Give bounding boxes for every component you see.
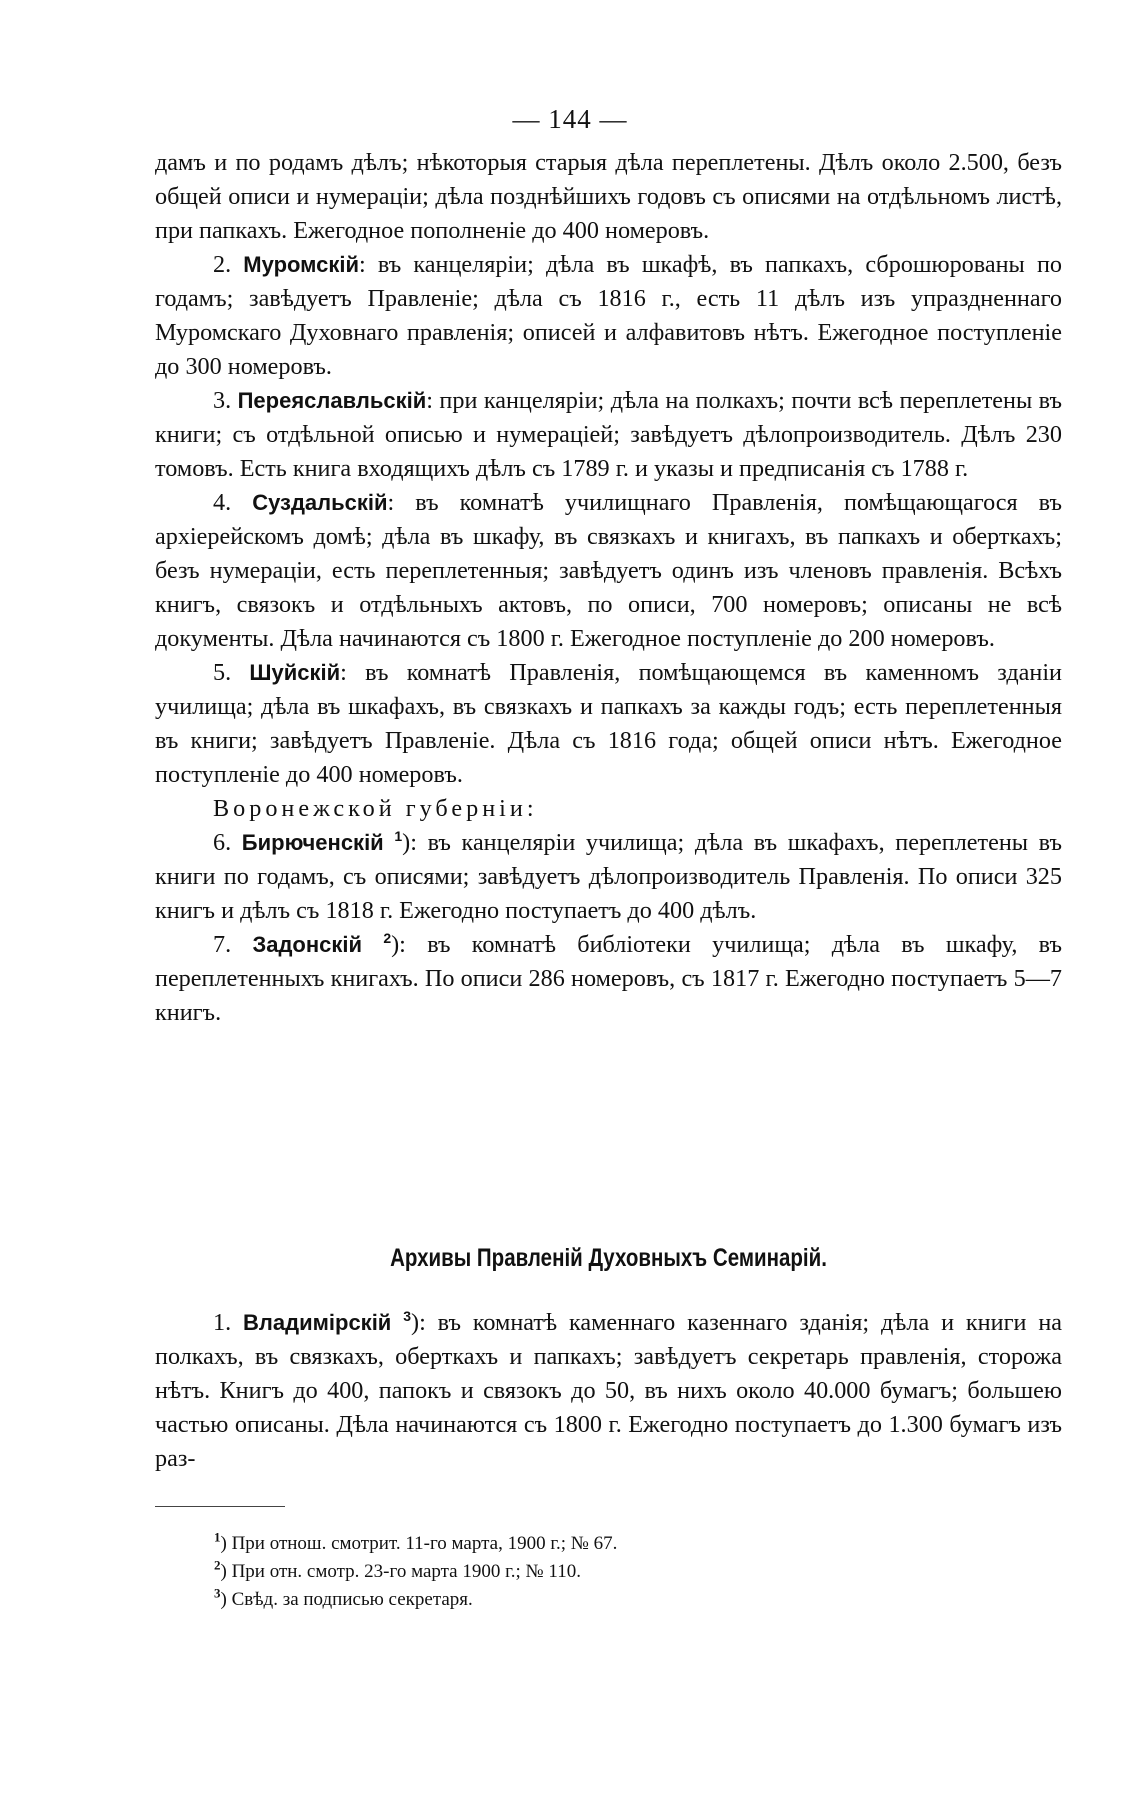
gubernia-heading: Воронежской губерніи: <box>213 795 538 822</box>
footnote: $^1$) При отнош. смотрит. 11-го марта, 1900 г.; № 67. <box>214 1529 618 1554</box>
body-text-bottom <box>155 1306 1062 1476</box>
footnote: $^2$) При отн. смотр. 23-го марта 1900 г.; № 110. <box>214 1557 581 1582</box>
entry-paragraph: 2. Муромскій: въ канцеляріи; дѣла въ шкафѣ, въ папкахъ, сброшюрованы по годамъ; завѣдуетъ Правленіе; дѣла съ 1816 г., есть 11 дѣлъ изъ упраздненнаго Муромскаго Духовнаго правленія; описей и алфавитовъ нѣтъ. Ежегодное поступленіе до 300 номеровъ. <box>155 251 1062 380</box>
entry-name: Бирюченскій <box>241 830 384 855</box>
footnotes <box>214 1530 617 1614</box>
entry-paragraph: 6. Бирюченскій $^1$): въ канцеляріи училища; дѣла въ шкафахъ, переплетены въ книги по годамъ, съ описями; завѣдуетъ дѣлопроизводитель Правленія. По описи 325 книгъ и дѣлъ съ 1818 г. Ежегодно поступаетъ до 400 дѣлъ. <box>155 827 1062 924</box>
footnote-ref: 3 <box>403 1307 412 1324</box>
footnote-ref: 1 <box>394 827 403 844</box>
entry-name: Муромскій <box>243 252 360 277</box>
entry-name: Шуйскій <box>249 660 341 685</box>
footnote-divider <box>155 1506 285 1507</box>
footnote-ref: 2 <box>383 929 392 946</box>
entry-name: Переяславльскій <box>237 388 427 413</box>
entry-name: Задонскій <box>252 932 363 957</box>
intro-paragraph: дамъ и по родамъ дѣлъ; нѣкоторыя старыя дѣла переплетены. Дѣлъ около 2.500, безъ общей описи и нумераціи; дѣла позднѣйшихъ годовъ съ описями на отдѣльномъ листѣ, при папкахъ. Ежегодное пополненіе до 400 номеровъ. <box>155 149 1062 244</box>
entry-paragraph: 5. Шуйскій: въ комнатѣ Правленія, помѣщающемся въ каменномъ зданіи училища; дѣла въ шкафахъ, въ связкахъ и папкахъ за кажды годъ; есть переплетенныя въ книги; завѣдуетъ Правленіе. Дѣла съ 1816 года; общей описи нѣтъ. Ежегодное поступленіе до 400 номеровъ. <box>155 659 1062 788</box>
entry-paragraph: 7. Задонскій $^2$): въ комнатѣ библіотеки училища; дѣла въ шкафу, въ переплетенныхъ книгахъ. По описи 286 номеровъ, съ 1817 г. Ежегодно поступаетъ 5—7 книгъ. <box>155 929 1063 1026</box>
page-number: — 144 — <box>512 104 628 134</box>
body-text-top <box>155 146 1062 1030</box>
footnote: $^3$) Свѣд. за подписью секретаря. <box>214 1585 473 1610</box>
entry-paragraph: 3. Переяславльскій: при канцеляріи; дѣла на полкахъ; почти всѣ переплетены въ книги; съ отдѣльной описью и нумераціей; завѣдуетъ дѣлопроизводитель. Дѣлъ 230 томовъ. Есть книга входящихъ дѣлъ съ 1789 г. и указы и предписанія съ 1788 г. <box>155 387 1063 482</box>
section-heading: Архивы Правленій Духовныхъ Семинарій. <box>390 1244 827 1272</box>
entry-paragraph: 4. Суздальскій: въ комнатѣ училищнаго Правленія, помѣщающагося въ архіерейскомъ домѣ; дѣла въ шкафу, въ связкахъ и книгахъ, въ папкахъ и оберткахъ; безъ нумераціи, есть переплетенныя; завѣдуетъ одинъ изъ членовъ правленія. Всѣхъ книгъ, связокъ и отдѣльныхъ актовъ, по описи, 700 номеровъ; описаны не всѣ документы. Дѣла начинаются съ 1800 г. Ежегодное поступленіе до 200 номеровъ. <box>155 489 1063 652</box>
entry-name: Суздальскій <box>252 490 388 515</box>
entry-name: Владимірскій <box>243 1310 392 1335</box>
entry-paragraph: 1. Владимірскій $^3$): въ комнатѣ каменнаго казеннаго зданія; дѣла и книги на полкахъ, въ связкахъ, оберткахъ и папкахъ; завѣдуетъ секретарь правленія, сторожа нѣтъ. Книгъ до 400, папокъ и связокъ до 50, въ нихъ около 40.000 бумагъ; большею частью описаны. Дѣла начинаются съ 1800 г. Ежегодно поступаетъ до 1.300 бумагъ изъ раз- <box>155 1307 1062 1472</box>
